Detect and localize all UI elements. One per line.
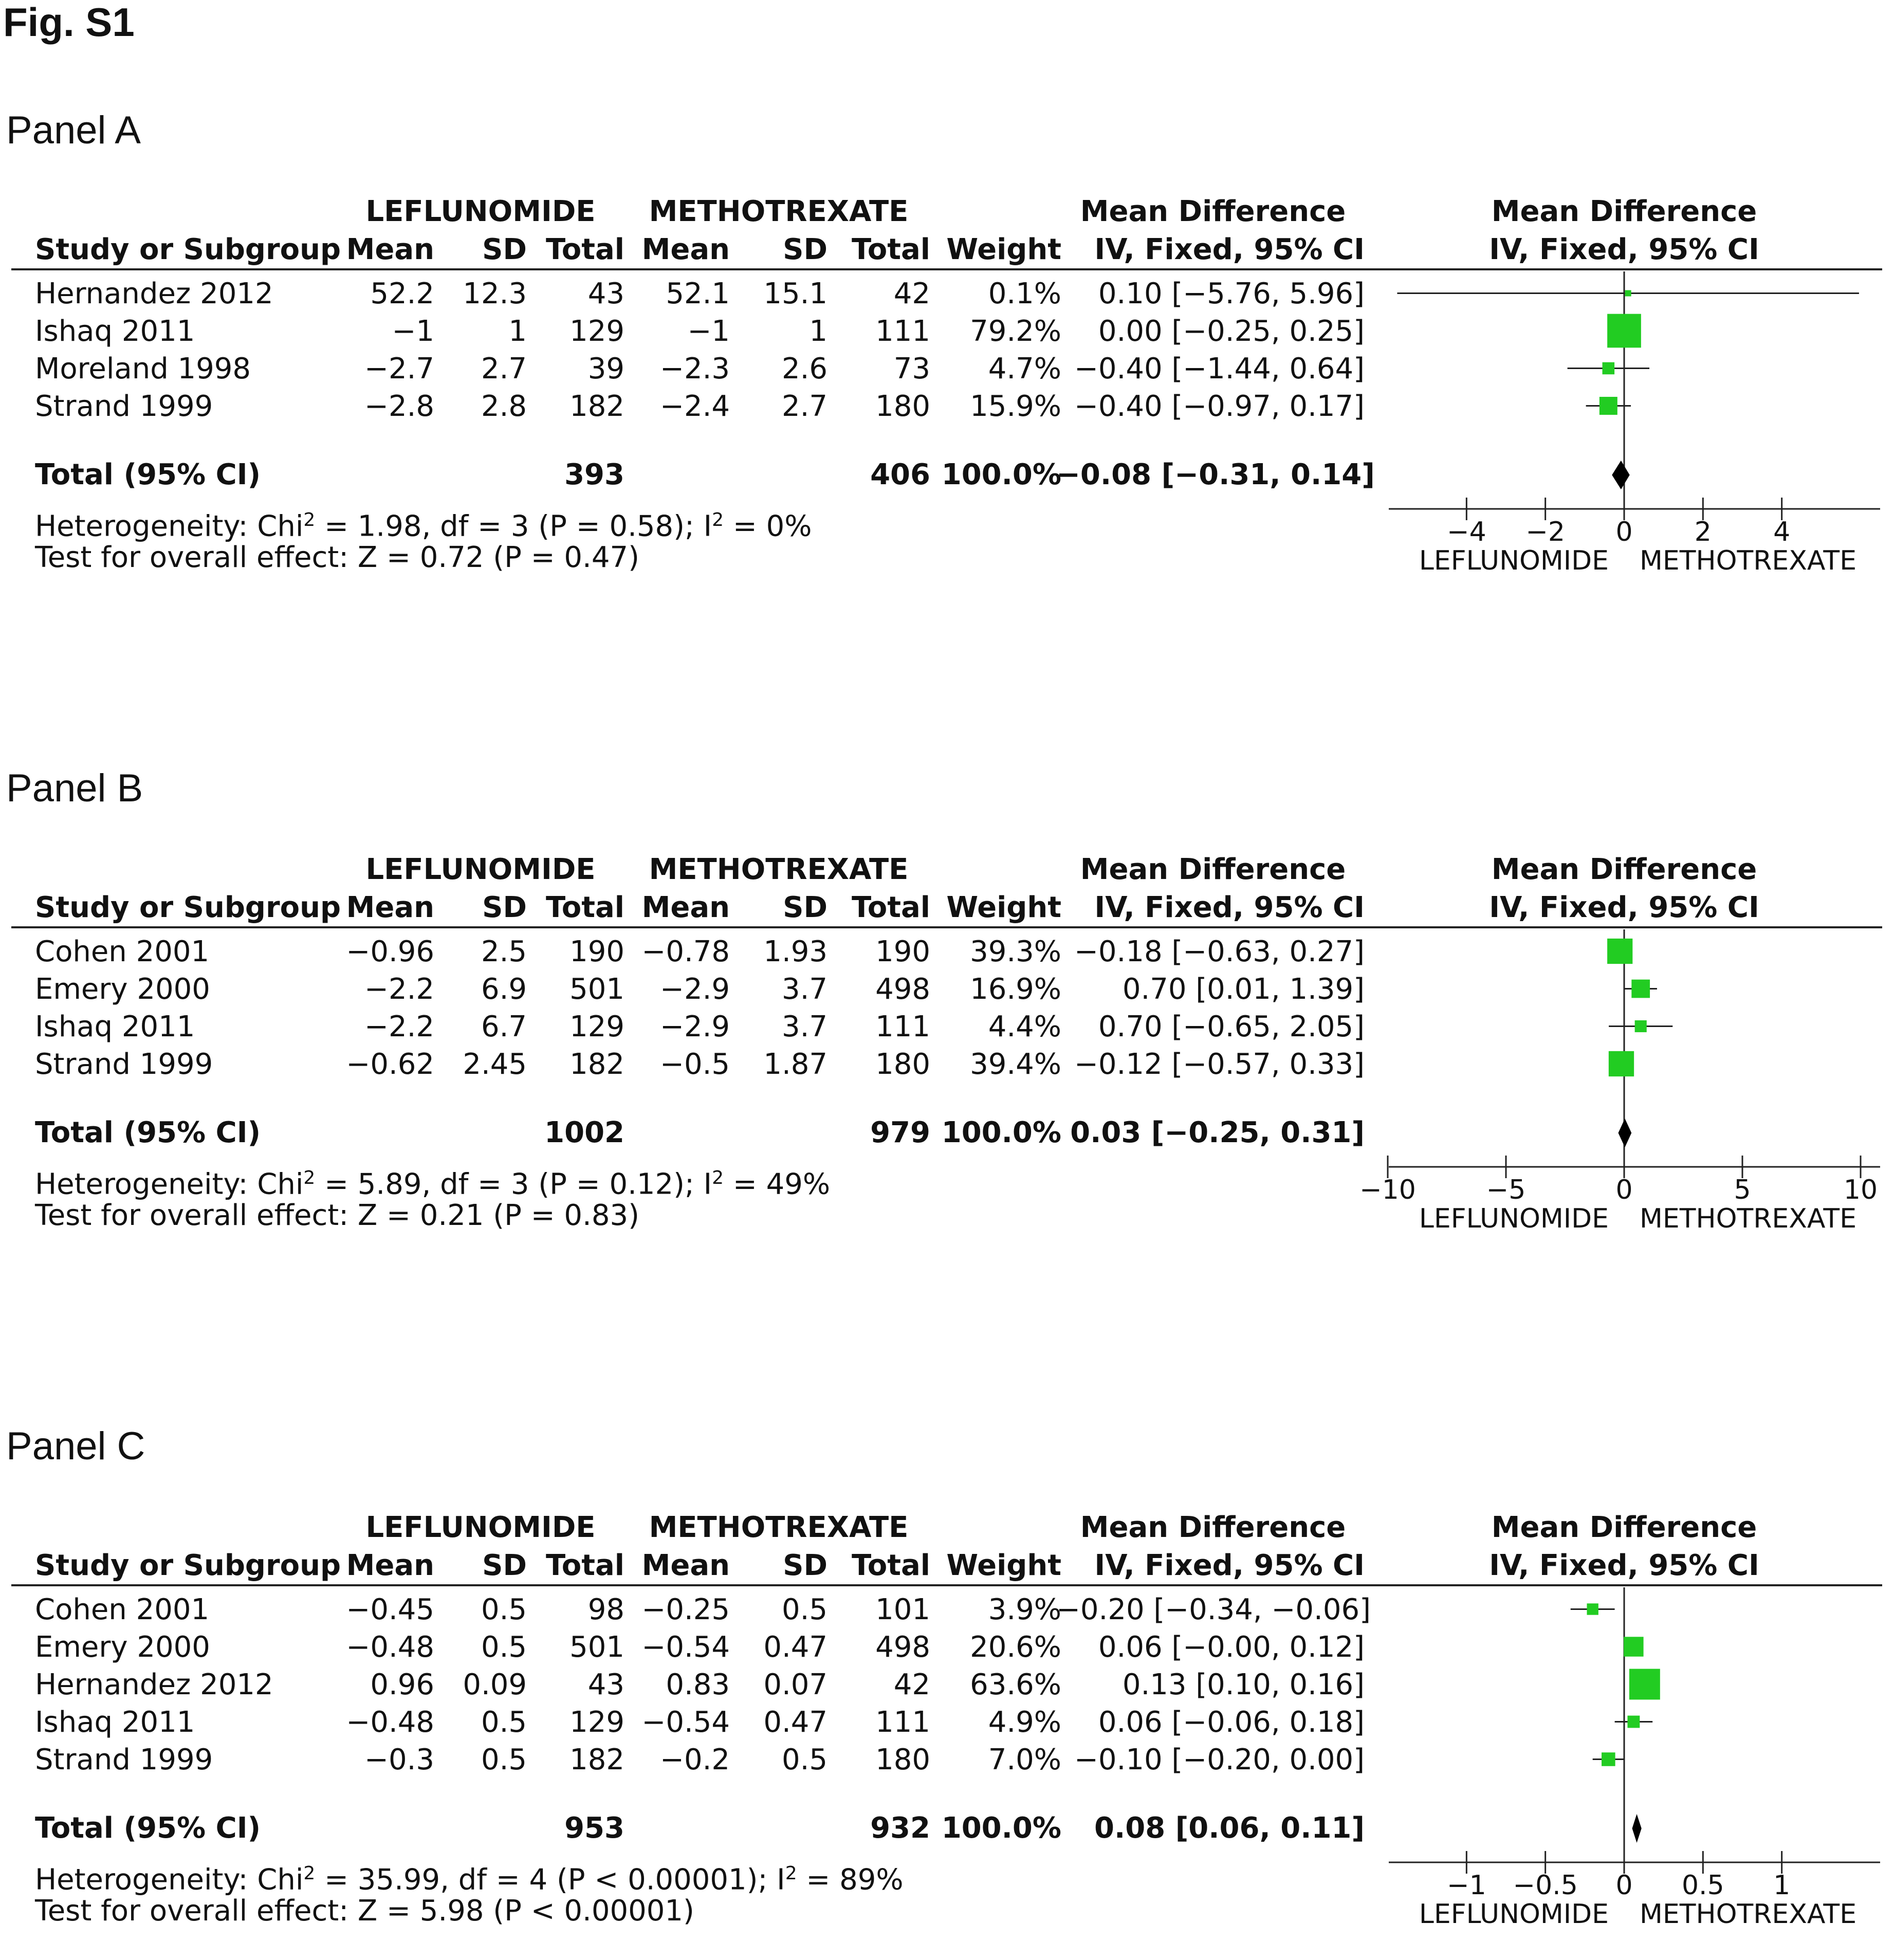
group-right-header: METHOTREXATE — [649, 853, 909, 886]
cell-weight: 0.1% — [988, 277, 1061, 310]
col-total-2: Total — [852, 233, 930, 266]
total-label: Total (95% CI) — [35, 458, 261, 491]
study-name: Moreland 1998 — [35, 352, 251, 386]
overall-effect-text: Test for overall effect: Z = 0.21 (P = 0.83) — [35, 1199, 639, 1232]
cell-sd-1: 2.5 — [481, 935, 527, 968]
tick-label: 0 — [1615, 1175, 1633, 1205]
cell-sd-2: 0.47 — [763, 1706, 828, 1739]
group-right-header: METHOTREXATE — [649, 1511, 909, 1544]
point-estimate-marker — [1587, 1603, 1598, 1615]
cell-mean-1: −0.3 — [364, 1743, 434, 1776]
cell-ci: −0.40 [−0.97, 0.17] — [1074, 390, 1365, 423]
cell-sd-1: 0.5 — [481, 1593, 527, 1626]
cell-sd-1: 6.9 — [481, 973, 527, 1006]
cell-mean-2: −0.5 — [660, 1048, 730, 1081]
total-label: Total (95% CI) — [35, 1116, 261, 1149]
cell-total-1: 129 — [569, 315, 624, 348]
cell-total-2: 498 — [875, 973, 930, 1006]
heterogeneity-i2: = 89% — [797, 1863, 904, 1897]
heterogeneity-i2: = 0% — [724, 509, 812, 543]
cell-total-1: 182 — [569, 1743, 624, 1776]
cell-mean-2: 0.83 — [666, 1668, 730, 1701]
study-name: Cohen 2001 — [35, 1593, 210, 1626]
total-n-1: 953 — [564, 1811, 624, 1845]
cell-sd-1: 2.45 — [463, 1048, 527, 1081]
superscript-2: 2 — [712, 1167, 724, 1188]
cell-weight: 4.7% — [988, 352, 1061, 386]
group-right-header: METHOTREXATE — [649, 195, 909, 228]
total-n-1: 393 — [564, 458, 624, 491]
heterogeneity-text — [35, 504, 812, 543]
cell-ci: 0.70 [0.01, 1.39] — [1122, 973, 1365, 1006]
cell-mean-1: −1 — [392, 315, 434, 348]
superscript-2: 2 — [785, 1863, 797, 1884]
col-total-1: Total — [546, 1549, 624, 1582]
cell-weight: 15.9% — [970, 390, 1061, 423]
study-name: Strand 1999 — [35, 1743, 213, 1776]
col-sd-1: SD — [482, 891, 527, 924]
cell-weight: 3.9% — [988, 1593, 1061, 1626]
total-weight: 100.0% — [941, 1116, 1061, 1149]
mean-difference-header: Mean Difference — [1080, 195, 1346, 228]
cell-ci: −0.40 [−1.44, 0.64] — [1074, 352, 1365, 386]
cell-total-2: 180 — [875, 390, 930, 423]
total-n-2: 406 — [870, 458, 930, 491]
forest-plot — [1377, 1583, 1891, 1960]
heterogeneity-prefix: Heterogeneity: Chi — [35, 1863, 304, 1897]
cell-sd-2: 15.1 — [763, 277, 828, 310]
cell-sd-1: 0.09 — [463, 1668, 527, 1701]
col-mean-1: Mean — [346, 1549, 434, 1582]
plot-mean-difference-header: Mean Difference — [1491, 195, 1757, 228]
cell-total-1: 43 — [587, 277, 624, 310]
cell-total-1: 39 — [587, 352, 624, 386]
cell-mean-2: −2.4 — [660, 390, 730, 423]
cell-sd-2: 0.5 — [781, 1593, 828, 1626]
cell-mean-1: −2.2 — [364, 973, 434, 1006]
total-n-2: 979 — [870, 1116, 930, 1149]
col-total-2: Total — [852, 1549, 930, 1582]
cell-weight: 16.9% — [970, 973, 1061, 1006]
tick-label: 5 — [1734, 1175, 1751, 1205]
cell-total-1: 190 — [569, 935, 624, 968]
plot-col-ci: IV, Fixed, 95% CI — [1489, 233, 1759, 266]
col-total-2: Total — [852, 891, 930, 924]
col-total-1: Total — [546, 233, 624, 266]
group-left-header: LEFLUNOMIDE — [365, 195, 596, 228]
col-weight: Weight — [946, 233, 1061, 266]
cell-sd-2: 1 — [809, 315, 828, 348]
study-name: Ishaq 2011 — [35, 1010, 195, 1043]
cell-total-2: 190 — [875, 935, 930, 968]
cell-total-2: 42 — [893, 277, 930, 310]
plot-col-ci: IV, Fixed, 95% CI — [1489, 1549, 1759, 1582]
cell-ci: −0.12 [−0.57, 0.33] — [1074, 1048, 1365, 1081]
cell-total-2: 111 — [875, 315, 930, 348]
cell-weight: 20.6% — [970, 1631, 1061, 1664]
cell-sd-1: 12.3 — [463, 277, 527, 310]
cell-mean-1: −0.48 — [346, 1631, 434, 1664]
col-weight: Weight — [946, 891, 1061, 924]
cell-mean-1: −0.45 — [346, 1593, 434, 1626]
panel-label: Panel C — [6, 1424, 145, 1468]
cell-ci: 0.06 [−0.00, 0.12] — [1098, 1631, 1365, 1664]
cell-ci: −0.18 [−0.63, 0.27] — [1074, 935, 1365, 968]
cell-sd-2: 0.5 — [781, 1743, 828, 1776]
point-estimate-marker — [1607, 939, 1632, 964]
heterogeneity-text — [35, 1857, 904, 1897]
panel-label: Panel B — [6, 766, 143, 810]
summary-diamond — [1612, 461, 1630, 489]
total-ci: 0.03 [−0.25, 0.31] — [1070, 1116, 1365, 1149]
cell-mean-2: −1 — [687, 315, 730, 348]
summary-diamond — [1632, 1814, 1642, 1843]
cell-mean-1: −2.8 — [364, 390, 434, 423]
total-n-1: 1002 — [544, 1116, 624, 1149]
col-ci: IV, Fixed, 95% CI — [1094, 233, 1365, 266]
group-left-header: LEFLUNOMIDE — [365, 853, 596, 886]
study-name: Cohen 2001 — [35, 935, 210, 968]
cell-sd-1: 6.7 — [481, 1010, 527, 1043]
col-weight: Weight — [946, 1549, 1061, 1582]
cell-sd-2: 2.7 — [781, 390, 828, 423]
cell-weight: 7.0% — [988, 1743, 1061, 1776]
tick-label: −2 — [1525, 517, 1565, 547]
total-weight: 100.0% — [941, 458, 1061, 491]
cell-mean-2: −0.78 — [641, 935, 730, 968]
plot-col-ci: IV, Fixed, 95% CI — [1489, 891, 1759, 924]
col-mean-2: Mean — [641, 233, 730, 266]
col-study: Study or Subgroup — [35, 891, 341, 924]
col-total-1: Total — [546, 891, 624, 924]
cell-total-1: 129 — [569, 1010, 624, 1043]
cell-sd-1: 2.8 — [481, 390, 527, 423]
tick-label: −10 — [1359, 1175, 1416, 1205]
cell-sd-1: 1 — [508, 315, 527, 348]
point-estimate-marker — [1627, 1716, 1640, 1728]
cell-mean-2: −0.54 — [641, 1631, 730, 1664]
point-estimate-marker — [1631, 980, 1650, 998]
cell-weight: 79.2% — [970, 315, 1061, 348]
tick-label: 10 — [1843, 1175, 1878, 1205]
col-study: Study or Subgroup — [35, 1549, 341, 1582]
tick-label: −4 — [1447, 517, 1486, 547]
col-mean-2: Mean — [641, 1549, 730, 1582]
col-mean-2: Mean — [641, 891, 730, 924]
tick-label: 1 — [1773, 1870, 1791, 1901]
group-left-header: LEFLUNOMIDE — [365, 1511, 596, 1544]
heterogeneity-prefix: Heterogeneity: Chi — [35, 1167, 304, 1201]
superscript-2: 2 — [303, 509, 316, 530]
total-n-2: 932 — [870, 1811, 930, 1845]
cell-sd-2: 1.87 — [763, 1048, 828, 1081]
cell-weight: 39.3% — [970, 935, 1061, 968]
col-sd-1: SD — [482, 233, 527, 266]
total-ci: 0.08 [0.06, 0.11] — [1094, 1811, 1365, 1845]
cell-weight: 63.6% — [970, 1668, 1061, 1701]
cell-mean-1: −0.48 — [346, 1706, 434, 1739]
favours-left-label: LEFLUNOMIDE — [1419, 1899, 1609, 1930]
cell-mean-2: −2.3 — [660, 352, 730, 386]
study-name: Ishaq 2011 — [35, 1706, 195, 1739]
point-estimate-marker — [1624, 1637, 1643, 1656]
cell-mean-1: −0.96 — [346, 935, 434, 968]
total-ci: −0.08 [−0.31, 0.14] — [1056, 458, 1375, 491]
cell-sd-2: 3.7 — [781, 1010, 828, 1043]
cell-mean-1: −0.62 — [346, 1048, 434, 1081]
superscript-2: 2 — [303, 1167, 316, 1188]
cell-mean-1: −2.7 — [364, 352, 434, 386]
cell-total-2: 180 — [875, 1048, 930, 1081]
cell-sd-2: 1.93 — [763, 935, 828, 968]
cell-total-2: 111 — [875, 1010, 930, 1043]
tick-label: −5 — [1486, 1175, 1526, 1205]
cell-total-1: 501 — [569, 973, 624, 1006]
cell-weight: 39.4% — [970, 1048, 1061, 1081]
cell-ci: 0.13 [0.10, 0.16] — [1122, 1668, 1365, 1701]
cell-total-1: 182 — [569, 390, 624, 423]
col-study: Study or Subgroup — [35, 233, 341, 266]
col-mean-1: Mean — [346, 233, 434, 266]
cell-ci: 0.00 [−0.25, 0.25] — [1098, 315, 1365, 348]
cell-total-1: 43 — [587, 1668, 624, 1701]
heterogeneity-prefix: Heterogeneity: Chi — [35, 509, 304, 543]
cell-sd-1: 0.5 — [481, 1631, 527, 1664]
study-name: Hernandez 2012 — [35, 1668, 273, 1701]
cell-total-1: 129 — [569, 1706, 624, 1739]
heterogeneity-stats: = 1.98, df = 3 (P = 0.58); I — [315, 509, 712, 543]
heterogeneity-stats: = 5.89, df = 3 (P = 0.12); I — [315, 1167, 712, 1201]
mean-difference-header: Mean Difference — [1080, 1511, 1346, 1544]
favours-left-label: LEFLUNOMIDE — [1419, 545, 1609, 576]
tick-label: −0.5 — [1513, 1870, 1578, 1901]
cell-weight: 4.9% — [988, 1706, 1061, 1739]
cell-total-1: 98 — [587, 1593, 624, 1626]
mean-difference-header: Mean Difference — [1080, 853, 1346, 886]
cell-mean-2: −2.9 — [660, 973, 730, 1006]
overall-effect-text: Test for overall effect: Z = 0.72 (P = 0.47) — [35, 541, 639, 574]
cell-mean-1: −2.2 — [364, 1010, 434, 1043]
col-sd-2: SD — [783, 233, 828, 266]
cell-sd-2: 0.47 — [763, 1631, 828, 1664]
favours-right-label: METHOTREXATE — [1640, 1899, 1857, 1930]
point-estimate-marker — [1609, 1051, 1634, 1076]
study-name: Strand 1999 — [35, 390, 213, 423]
cell-ci: −0.10 [−0.20, 0.00] — [1074, 1743, 1365, 1776]
cell-mean-2: −2.9 — [660, 1010, 730, 1043]
col-ci: IV, Fixed, 95% CI — [1094, 891, 1365, 924]
summary-diamond — [1619, 1119, 1632, 1147]
col-ci: IV, Fixed, 95% CI — [1094, 1549, 1365, 1582]
point-estimate-marker — [1629, 1669, 1660, 1700]
cell-mean-2: −0.2 — [660, 1743, 730, 1776]
cell-mean-2: −0.25 — [641, 1593, 730, 1626]
tick-label: 2 — [1694, 517, 1712, 547]
cell-total-1: 501 — [569, 1631, 624, 1664]
favours-right-label: METHOTREXATE — [1640, 1203, 1857, 1234]
heterogeneity-stats: = 35.99, df = 4 (P < 0.00001); I — [315, 1863, 785, 1897]
cell-total-1: 182 — [569, 1048, 624, 1081]
figure-title: Fig. S1 — [3, 0, 135, 45]
cell-ci: 0.10 [−5.76, 5.96] — [1098, 277, 1365, 310]
plot-mean-difference-header: Mean Difference — [1491, 1511, 1757, 1544]
cell-total-2: 101 — [875, 1593, 930, 1626]
study-name: Strand 1999 — [35, 1048, 213, 1081]
superscript-2: 2 — [303, 1863, 316, 1884]
col-sd-2: SD — [783, 1549, 828, 1582]
study-name: Ishaq 2011 — [35, 315, 195, 348]
cell-weight: 4.4% — [988, 1010, 1061, 1043]
cell-ci: 0.06 [−0.06, 0.18] — [1098, 1706, 1365, 1739]
favours-left-label: LEFLUNOMIDE — [1419, 1203, 1609, 1234]
tick-label: 0 — [1615, 1870, 1633, 1901]
point-estimate-marker — [1602, 1752, 1615, 1766]
col-mean-1: Mean — [346, 891, 434, 924]
point-estimate-marker — [1635, 1020, 1647, 1032]
panel-label: Panel A — [6, 108, 141, 152]
cell-sd-1: 2.7 — [481, 352, 527, 386]
plot-mean-difference-header: Mean Difference — [1491, 853, 1757, 886]
overall-effect-text: Test for overall effect: Z = 5.98 (P < 0.00001) — [35, 1894, 694, 1928]
cell-total-2: 498 — [875, 1631, 930, 1664]
cell-mean-2: −0.54 — [641, 1706, 730, 1739]
col-sd-2: SD — [783, 891, 828, 924]
cell-sd-1: 0.5 — [481, 1743, 527, 1776]
cell-sd-1: 0.5 — [481, 1706, 527, 1739]
cell-total-2: 180 — [875, 1743, 930, 1776]
favours-right-label: METHOTREXATE — [1640, 545, 1857, 576]
total-weight: 100.0% — [941, 1811, 1061, 1845]
cell-total-2: 42 — [893, 1668, 930, 1701]
cell-mean-2: 52.1 — [666, 277, 730, 310]
cell-total-2: 73 — [893, 352, 930, 386]
heterogeneity-i2: = 49% — [724, 1167, 831, 1201]
heterogeneity-text — [35, 1162, 830, 1201]
tick-label: 0.5 — [1681, 1870, 1724, 1901]
forest-plot — [1359, 925, 1891, 1265]
tick-label: 4 — [1773, 517, 1791, 547]
cell-total-2: 111 — [875, 1706, 930, 1739]
study-name: Emery 2000 — [35, 973, 210, 1006]
col-sd-1: SD — [482, 1549, 527, 1582]
cell-ci: −0.20 [−0.34, −0.06] — [1056, 1593, 1371, 1626]
tick-label: −1 — [1447, 1870, 1486, 1901]
cell-ci: 0.70 [−0.65, 2.05] — [1098, 1010, 1365, 1043]
study-name: Emery 2000 — [35, 1631, 210, 1664]
cell-sd-2: 2.6 — [781, 352, 828, 386]
total-label: Total (95% CI) — [35, 1811, 261, 1845]
cell-sd-2: 0.07 — [763, 1668, 828, 1701]
cell-sd-2: 3.7 — [781, 973, 828, 1006]
superscript-2: 2 — [712, 509, 724, 530]
tick-label: 0 — [1615, 517, 1633, 547]
cell-mean-1: 0.96 — [370, 1668, 434, 1701]
study-name: Hernandez 2012 — [35, 277, 273, 310]
cell-mean-1: 52.2 — [370, 277, 434, 310]
